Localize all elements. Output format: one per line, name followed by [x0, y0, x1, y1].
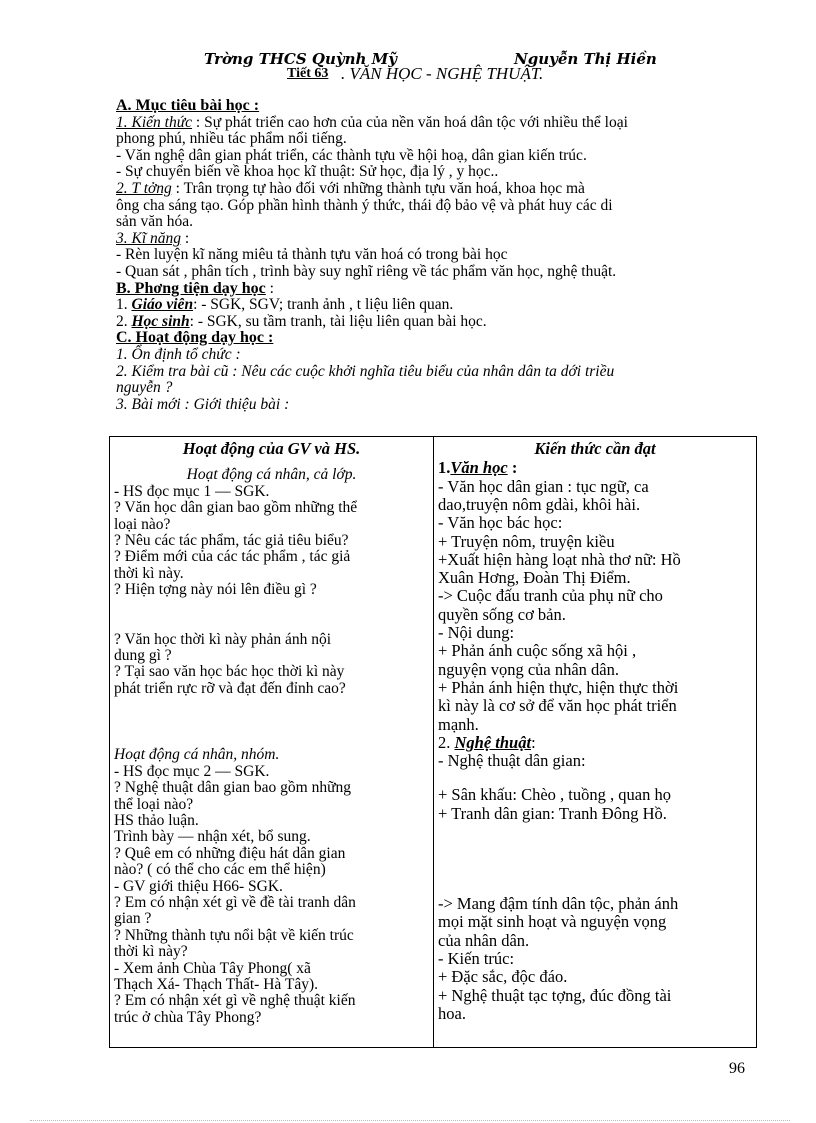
- knowledge-line: -> Mang đậm tính dân tộc, phản ánh: [438, 894, 679, 914]
- activity-line: HS thảo luận.: [114, 811, 199, 829]
- student-text: : - SGK, su tầm tranh, tài liệu liên quan bài học.: [189, 312, 487, 330]
- activity-line: ? Tại sao văn học bác học thời kì này: [114, 663, 345, 681]
- activity-line: phát triển rực rỡ và đạt đến đỉnh cao?: [114, 679, 346, 697]
- knowledge-bullet-2: - Sự chuyển biến về khoa học kĩ thuật: Sử học, địa lý , y học..: [116, 163, 499, 181]
- teacher-materials: 1. Giáo viên: - SGK, SGV; tranh ảnh , t liệu liên quan.: [116, 296, 454, 314]
- skill-line: [116, 231, 756, 248]
- knowledge-line: mọi mặt sinh hoạt và nguyện vọng: [438, 912, 667, 932]
- knowledge-block-3: [438, 786, 752, 823]
- knowledge-line: - Kiến trúc:: [438, 948, 515, 968]
- knowledge-line: - Nội dung:: [438, 623, 515, 643]
- teacher-text: : - SGK, SGV; tranh ảnh , t liệu liên quan.: [193, 296, 454, 314]
- knowledge-line: quyền sống cơ bản.: [438, 604, 566, 624]
- knowledge-text-2: phong phú, nhiều tác phẩm nổi tiếng.: [116, 130, 347, 148]
- table-row: [110, 437, 757, 1048]
- knowledge-line: + Phản ánh hiện thực, hiện thực thời: [438, 677, 679, 697]
- section-b-heading-tail: :: [265, 279, 274, 297]
- art-number: 2.: [438, 732, 455, 752]
- activity-line: - HS đọc mục 2 — SGK.: [114, 762, 270, 780]
- section-b-heading: B. Phơng tiện dạy học: [116, 279, 266, 297]
- activity-line: thời kì này.: [114, 564, 184, 582]
- knowledge-line: + Đặc sắc, độc đáo.: [438, 967, 568, 987]
- activity-line: ? Những thành tựu nổi bật về kiến trúc: [114, 926, 354, 944]
- step-3: 3. Bài mới : Giới thiệu bài :: [116, 395, 290, 413]
- knowledge-column: [434, 437, 757, 1048]
- lesson-title: [0, 64, 816, 88]
- activity-subheading-2: Hoạt động cá nhân, nhóm.: [114, 746, 280, 764]
- ideology-text-3: sản văn hóa.: [116, 213, 194, 231]
- student-materials: 2. Học sinh: - SGK, su tầm tranh, tài liệu liên quan bài học.: [116, 312, 487, 330]
- activity-line: loại nào?: [114, 515, 171, 533]
- knowledge-bullet-1: - Văn nghệ dân gian phát triển, các thành tựu về hội hoạ, dân gian kiến trúc.: [116, 146, 587, 164]
- activity-line: thể loại nào?: [114, 795, 194, 813]
- footer-divider: [30, 1120, 790, 1121]
- step-2-cont: nguyễn ?: [116, 379, 173, 397]
- lesson-name: . VĂN HỌC - NGHỆ THUẬT.: [341, 64, 544, 83]
- art-tail: :: [531, 732, 536, 752]
- activity-line: thời kì này?: [114, 943, 188, 961]
- activity-line: ? Văn học dân gian bao gồm những thể: [114, 499, 358, 517]
- knowledge-line: của nhân dân.: [438, 930, 530, 950]
- author-name: Nguyễn Thị Hiền: [514, 50, 657, 68]
- section-a-heading: A. Mục tiêu bài học :: [116, 97, 260, 114]
- knowledge-line: + Nghệ thuật tạc tợng, đúc đồng tài: [438, 985, 672, 1005]
- knowledge-line: - Văn học dân gian : tục ngữ, ca: [438, 476, 649, 496]
- activity-table: [109, 436, 757, 1048]
- knowledge-line: - Văn học bác học:: [438, 513, 563, 533]
- lesson-number: Tiết 63: [287, 66, 329, 81]
- activities-column: [110, 437, 434, 1048]
- knowledge-line: - Nghệ thuật dân gian:: [438, 751, 586, 771]
- activity-line: ? Em có nhận xét gì về đề tài tranh dân: [114, 893, 356, 911]
- activity-subheading-1: Hoạt động cá nhân, cả lớp.: [186, 466, 357, 484]
- activity-block-3: [114, 764, 429, 1027]
- knowledge-line: + Sân khấu: Chèo , tuồng , quan họ: [438, 785, 671, 805]
- skill-bullet-1: - Rèn luyện kĩ năng miêu tả thành tựu văn hoá có trong bài học: [116, 246, 508, 264]
- knowledge-line: dao,truyện nôm gdài, khôi hài.: [438, 495, 641, 514]
- activity-block-1: [114, 484, 429, 599]
- activity-line: ? Văn học thời kì này phản ánh nội: [114, 630, 332, 648]
- ideology-line: [116, 181, 756, 198]
- skill-text: :: [181, 229, 190, 247]
- knowledge-label: 1. Kiến thức: [116, 113, 193, 131]
- knowledge-line: + Truyện nôm, truyện kiều: [438, 531, 615, 551]
- activity-line: ? Nghệ thuật dân gian bao gồm những: [114, 779, 351, 797]
- school-name: Trờng THCS Quỳnh Mỹ: [204, 50, 397, 68]
- activity-block-2: [114, 632, 429, 698]
- activity-line: ? Quê em có những điệu hát dân gian: [114, 844, 346, 862]
- literature-number: 1.: [438, 458, 451, 478]
- knowledge-line: mạnh.: [438, 714, 479, 734]
- ideology-label: 2. T tởng: [116, 179, 172, 197]
- skill-label: 3. Kĩ năng: [116, 229, 182, 247]
- step-1: 1. Ổn định tổ chức :: [116, 345, 241, 363]
- ideology-text: : Trân trọng tự hào đối với những thành tựu văn hoá, khoa học mà: [171, 179, 585, 197]
- activity-line: - GV giới thiệu H66- SGK.: [114, 877, 283, 895]
- ideology-text-2: ông cha sáng tạo. Góp phần hình thành ý thức, thái độ bảo vệ và phát huy các di: [116, 196, 613, 214]
- knowledge-line: nguyện vọng của nhân dân.: [438, 659, 619, 679]
- activity-line: ? Điểm mới của các tác phẩm , tác giả: [114, 548, 351, 566]
- knowledge-body: [438, 459, 752, 1023]
- activity-line: Thạch Xá- Thạch Thất- Hà Tây).: [114, 975, 318, 993]
- literature-tail: :: [507, 458, 518, 478]
- lesson-intro: [116, 98, 756, 413]
- literature-heading: [438, 459, 752, 477]
- activity-line: - Xem ảnh Chùa Tây Phong( xã: [114, 959, 311, 977]
- student-label: Học sinh: [131, 312, 190, 330]
- activity-line: - HS đọc mục 1 — SGK.: [114, 482, 270, 500]
- knowledge-block-2: [438, 752, 752, 770]
- activity-line: dung gì ?: [114, 647, 172, 665]
- activity-line: Trình bày — nhận xét, bổ sung.: [114, 828, 311, 846]
- knowledge-line: hoa.: [438, 1003, 466, 1023]
- knowledge-text: : Sự phát triển cao hơn của của nền văn hoá dân tộc với nhiều thể loại: [192, 113, 628, 131]
- step-2: 2. Kiểm tra bài cũ : Nêu các cuộc khởi nghĩa tiêu biểu của nhân dân ta dới triều: [116, 362, 615, 380]
- section-c-heading: C. Hoạt động dạy học :: [116, 329, 274, 347]
- section-b-heading-line: [116, 281, 756, 298]
- page-number: 96: [729, 1060, 745, 1077]
- activity-line: gian ?: [114, 910, 152, 928]
- knowledge-line: +Xuất hiện hàng loạt nhà thơ nữ: Hồ: [438, 549, 681, 569]
- skill-bullet-2: - Quan sát , phân tích , trình bày suy nghĩ riêng về tác phẩm văn học, nghệ thuật.: [116, 262, 617, 280]
- knowledge-line: + Tranh dân gian: Tranh Đông Hồ.: [438, 803, 667, 823]
- knowledge-line: [116, 115, 756, 132]
- knowledge-block-4: [438, 895, 752, 1023]
- activity-line: trúc ở chùa Tây Phong?: [114, 1008, 262, 1026]
- knowledge-line: kì này là cơ sở để văn học phát triển: [438, 696, 677, 716]
- activity-line: ? Hiện tợng này nói lên điều gì ?: [114, 581, 317, 599]
- knowledge-column-heading: Kiến thức cần đạt: [534, 439, 656, 458]
- knowledge-line: Xuân Hơng, Đoàn Thị Điểm.: [438, 568, 631, 588]
- activity-line: ? Em có nhận xét gì về nghệ thuật kiến: [114, 992, 356, 1010]
- teacher-label: Giáo viên: [131, 296, 194, 314]
- knowledge-line: -> Cuộc đấu tranh của phụ nữ cho: [438, 586, 663, 606]
- activity-line: nào? ( có thể cho các em thể hiện): [114, 861, 326, 879]
- literature-label: Văn học: [450, 458, 508, 478]
- knowledge-block-1: [438, 478, 752, 734]
- activities-column-heading: Hoạt động của GV và HS.: [182, 439, 361, 458]
- art-heading: [438, 734, 752, 752]
- knowledge-line: + Phản ánh cuộc sống xã hội ,: [438, 641, 637, 661]
- activity-line: ? Nêu các tác phẩm, tác giả tiêu biểu?: [114, 532, 349, 550]
- art-label: Nghệ thuật: [454, 732, 532, 752]
